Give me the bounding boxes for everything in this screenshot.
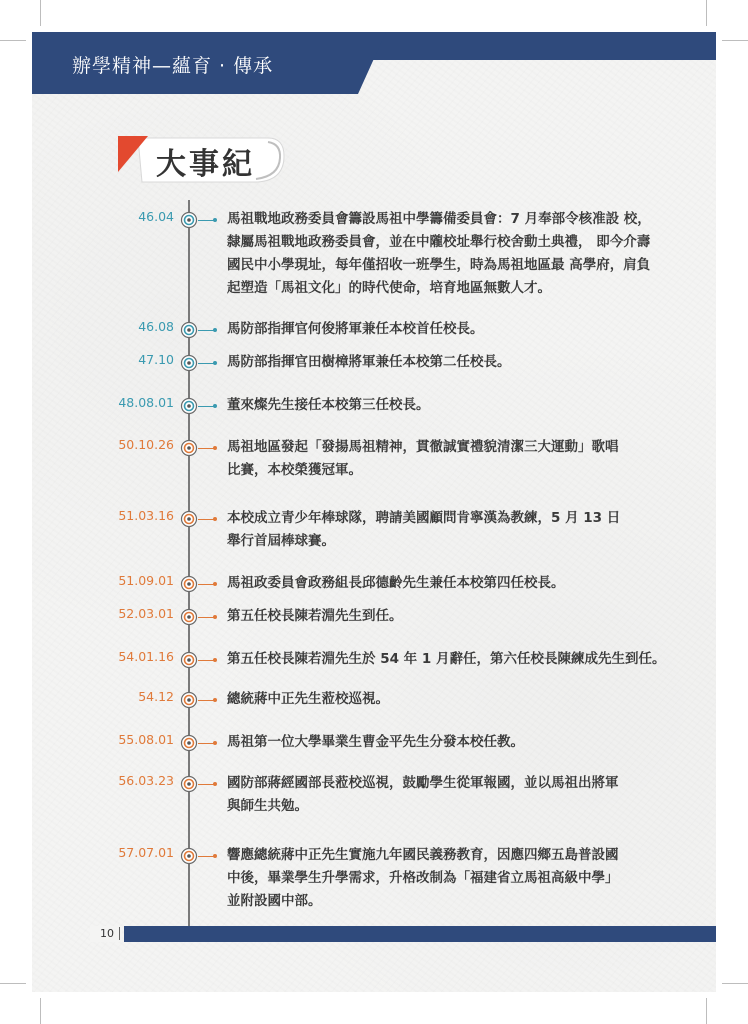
event-description <box>227 507 677 553</box>
timeline-marker-icon <box>180 847 198 865</box>
timeline-marker-icon <box>180 354 198 372</box>
event-description-line: 馬祖地區發起「發揚馬祖精神，貫徹誠實禮貌清潔三大運動」歌唱 <box>227 439 619 455</box>
crop-mark <box>706 998 707 1024</box>
event-dot <box>213 361 217 365</box>
timeline-marker-icon <box>180 575 198 593</box>
event-description-line: 第五任校長陳若淵先生到任。 <box>227 608 403 624</box>
event-connector <box>198 448 214 449</box>
event-connector <box>198 519 214 520</box>
event-description <box>227 731 677 754</box>
event-description <box>227 648 677 671</box>
event-dot <box>213 615 217 619</box>
event-date: 54.12 <box>138 689 174 704</box>
event-description <box>227 208 677 300</box>
event-description <box>227 318 677 341</box>
event-connector <box>198 406 214 407</box>
event-description-line: 馬祖政委員會政務組長邱德齡先生兼任本校第四任校長。 <box>227 575 565 591</box>
event-date: 48.08.01 <box>118 395 174 410</box>
event-dot <box>213 782 217 786</box>
event-date: 51.03.16 <box>118 508 174 523</box>
event-date: 52.03.01 <box>118 606 174 621</box>
footer-band <box>124 926 716 942</box>
event-description-line: 第五任校長陳若淵先生於 54 年 1 月辭任，第六任校長陳練成先生到任。 <box>227 651 666 667</box>
timeline-marker-icon <box>180 608 198 626</box>
event-description-line: 比賽，本校榮獲冠軍。 <box>227 462 362 478</box>
event-description <box>227 844 677 913</box>
event-dot <box>213 698 217 702</box>
event-description-line: 總統蔣中正先生蒞校巡視。 <box>227 691 389 707</box>
event-description-line: 本校成立青少年棒球隊，聘請美國顧問肯寧漢為教練，5 月 13 日 <box>227 510 621 526</box>
event-connector <box>198 660 214 661</box>
event-description-line: 馬防部指揮官田樹樟將軍兼任本校第二任校長。 <box>227 354 511 370</box>
crop-mark <box>40 0 41 26</box>
event-description-line: 並附設國中部。 <box>227 893 322 909</box>
event-dot <box>213 404 217 408</box>
event-dot <box>213 517 217 521</box>
event-dot <box>213 328 217 332</box>
event-description <box>227 605 677 628</box>
event-date: 56.03.23 <box>118 773 174 788</box>
event-date: 57.07.01 <box>118 845 174 860</box>
crop-mark <box>0 40 26 41</box>
event-description-line: 馬防部指揮官何俊將軍兼任本校首任校長。 <box>227 321 484 337</box>
timeline-marker-icon <box>180 439 198 457</box>
event-date: 47.10 <box>138 352 174 367</box>
event-connector <box>198 784 214 785</box>
timeline-marker-icon <box>180 651 198 669</box>
event-dot <box>213 741 217 745</box>
timeline-marker-icon <box>180 321 198 339</box>
crop-mark <box>40 998 41 1024</box>
event-description-line: 隸屬馬祖戰地政務委員會，並在中隴校址舉行校舍動土典禮， 即今介壽 <box>227 234 651 250</box>
timeline-marker-icon <box>180 211 198 229</box>
event-connector <box>198 584 214 585</box>
event-date: 55.08.01 <box>118 732 174 747</box>
event-dot <box>213 446 217 450</box>
timeline-marker-icon <box>180 775 198 793</box>
event-description-line: 與師生共勉。 <box>227 798 308 814</box>
timeline-marker-icon <box>180 734 198 752</box>
crop-mark <box>0 983 26 984</box>
page-number: 10 <box>100 927 114 940</box>
event-dot <box>213 218 217 222</box>
event-connector <box>198 363 214 364</box>
event-description <box>227 436 677 482</box>
event-dot <box>213 854 217 858</box>
event-description-line: 馬祖戰地政務委員會籌設馬祖中學籌備委員會：7 月奉部令核准設 校， <box>227 211 651 227</box>
event-description-line: 起塑造「馬祖文化」的時代使命，培育地區無數人才。 <box>227 280 551 296</box>
event-connector <box>198 330 214 331</box>
event-description-line: 舉行首屆棒球賽。 <box>227 533 335 549</box>
event-date: 46.08 <box>138 319 174 334</box>
crop-mark <box>722 983 748 984</box>
section-title: 大事紀 <box>156 147 255 182</box>
event-description-line: 響應總統蔣中正先生實施九年國民義務教育，因應四鄉五島普設國 <box>227 847 619 863</box>
event-description <box>227 351 677 374</box>
page-number-separator <box>119 927 120 940</box>
event-date: 46.04 <box>138 209 174 224</box>
event-connector <box>198 743 214 744</box>
timeline-marker-icon <box>180 397 198 415</box>
event-date: 54.01.16 <box>118 649 174 664</box>
event-description-line: 馬祖第一位大學畢業生曹金平先生分發本校任教。 <box>227 734 524 750</box>
event-description <box>227 394 677 417</box>
crop-mark <box>722 40 748 41</box>
event-description <box>227 572 677 595</box>
event-date: 51.09.01 <box>118 573 174 588</box>
crop-mark <box>706 0 707 26</box>
timeline-axis <box>188 200 190 928</box>
timeline-marker-icon <box>180 510 198 528</box>
event-connector <box>198 700 214 701</box>
event-description-line: 中後，畢業學生升學需求，升格改制為「福建省立馬祖高級中學」 <box>227 870 619 886</box>
event-description-line: 董來燦先生接任本校第三任校長。 <box>227 397 430 413</box>
event-description <box>227 772 677 818</box>
event-connector <box>198 220 214 221</box>
event-date: 50.10.26 <box>118 437 174 452</box>
header-title: 辦學精神—蘊育 · 傳承 <box>72 55 274 77</box>
timeline-marker-icon <box>180 691 198 709</box>
event-description-line: 國防部蔣經國部長蒞校巡視，鼓勵學生從軍報國，並以馬祖出將軍 <box>227 775 619 791</box>
event-dot <box>213 582 217 586</box>
event-dot <box>213 658 217 662</box>
event-description <box>227 688 677 711</box>
event-connector <box>198 856 214 857</box>
event-connector <box>198 617 214 618</box>
event-description-line: 國民中小學現址，每年僅招收一班學生，時為馬祖地區最 高學府，肩負 <box>227 257 651 273</box>
